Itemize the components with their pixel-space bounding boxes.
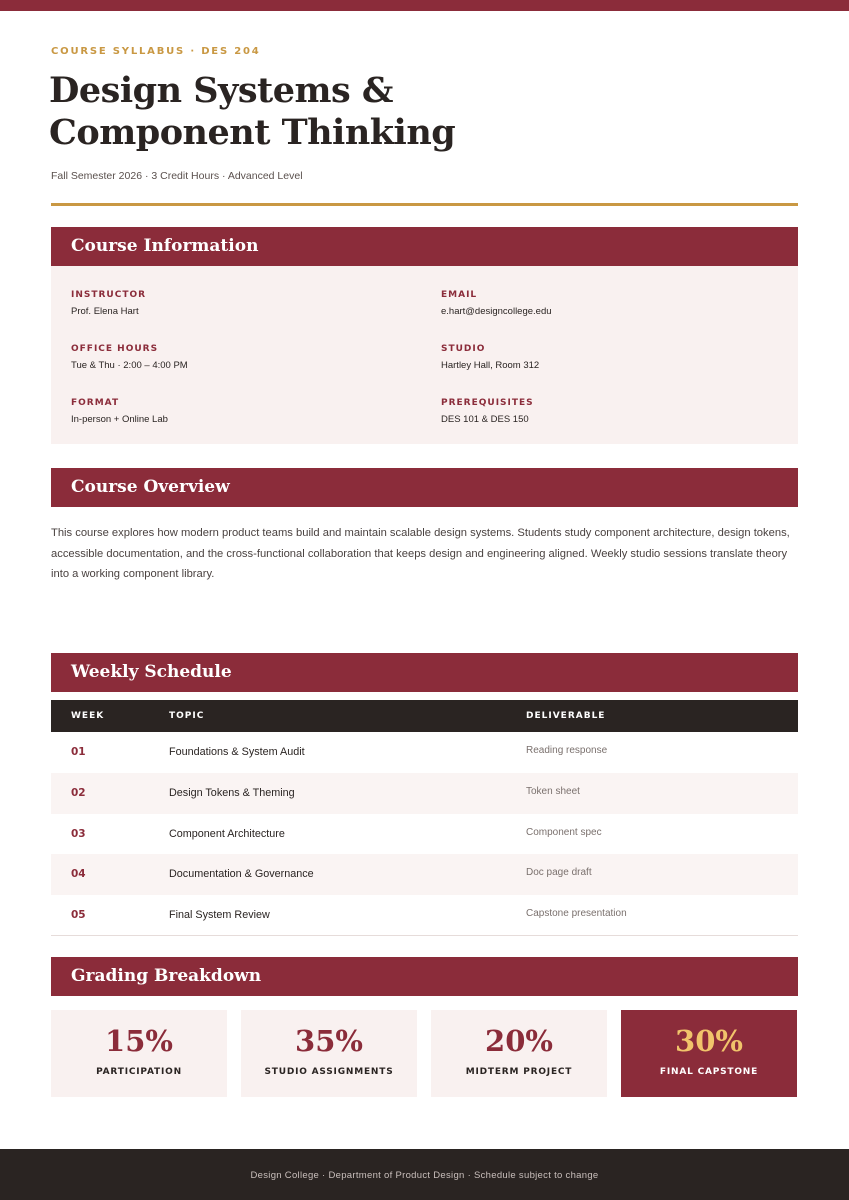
week-number: 04 xyxy=(71,868,86,881)
week-deliverable: Doc page draft xyxy=(526,867,592,879)
table-row xyxy=(51,814,798,855)
page-title: Design Systems & Component Thinking xyxy=(49,70,456,153)
page-footer xyxy=(0,1149,849,1200)
grade-card-participation xyxy=(51,1010,227,1097)
info-value: In-person + Online Lab xyxy=(71,414,168,425)
section-title: Course Overview xyxy=(71,477,230,497)
grade-label: PARTICIPATION xyxy=(96,1067,182,1077)
info-instructor xyxy=(71,290,146,317)
grade-percent: 20% xyxy=(485,1024,553,1058)
top-accent-bar xyxy=(0,0,849,11)
info-email xyxy=(441,290,552,317)
info-label: PREREQUISITES xyxy=(441,398,534,408)
table-row xyxy=(51,854,798,895)
info-label: FORMAT xyxy=(71,398,120,408)
info-value: Tue & Thu · 2:00 – 4:00 PM xyxy=(71,360,188,371)
grade-card-final-capstone xyxy=(621,1010,797,1097)
week-deliverable: Component spec xyxy=(526,826,602,838)
info-label: INSTRUCTOR xyxy=(71,290,147,300)
table-row xyxy=(51,732,798,773)
week-topic: Design Tokens & Theming xyxy=(169,786,295,799)
course-overview-header xyxy=(51,468,798,507)
grade-card-studio-assignments xyxy=(241,1010,417,1097)
section-title: Weekly Schedule xyxy=(71,662,232,682)
info-studio xyxy=(441,344,539,371)
info-value: e.hart@designcollege.edu xyxy=(441,306,552,317)
grade-label: FINAL CAPSTONE xyxy=(659,1067,759,1077)
grade-label: STUDIO ASSIGNMENTS xyxy=(264,1067,394,1077)
table-row xyxy=(51,773,798,814)
week-deliverable: Capstone presentation xyxy=(526,908,627,920)
column-header-topic: TOPIC xyxy=(169,711,205,721)
grade-label: MIDTERM PROJECT xyxy=(465,1067,573,1077)
week-topic: Component Architecture xyxy=(169,827,285,840)
week-number: 01 xyxy=(71,746,86,758)
course-information-panel xyxy=(51,266,798,444)
title-divider xyxy=(51,203,798,206)
week-deliverable: Token sheet xyxy=(526,785,580,797)
week-topic: Final System Review xyxy=(169,909,270,922)
info-label: OFFICE HOURS xyxy=(71,344,159,354)
weekly-schedule-header xyxy=(51,653,798,692)
course-code-eyebrow: COURSE SYLLABUS · DES 204 xyxy=(51,46,261,57)
section-title: Grading Breakdown xyxy=(71,966,262,986)
grade-percent: 15% xyxy=(105,1024,173,1058)
grade-percent: 30% xyxy=(675,1024,743,1058)
info-value: DES 101 & DES 150 xyxy=(441,414,529,425)
info-prerequisites xyxy=(441,398,534,425)
schedule-table xyxy=(51,700,798,936)
info-value: Hartley Hall, Room 312 xyxy=(441,360,540,371)
section-title: Course Information xyxy=(71,236,259,256)
week-topic: Documentation & Governance xyxy=(169,868,314,881)
footer-text: Design College · Department of Product Design · Schedule subject to change xyxy=(250,1170,599,1181)
grading-breakdown-header xyxy=(51,957,798,996)
grade-card-midterm-project xyxy=(431,1010,607,1097)
column-header-deliverable: DELIVERABLE xyxy=(526,711,606,721)
course-overview-text: This course explores how modern product teams build and maintain scalable design systems. Students study component architecture, design tokens, accessible documentation, and the cross-functional collaboration that keeps design and engineering aligned. Weekly studio sessions translate theory into a working component library. xyxy=(51,527,790,580)
week-topic: Foundations & System Audit xyxy=(169,746,305,758)
info-office-hours xyxy=(71,344,188,371)
week-number: 03 xyxy=(71,827,86,840)
course-information-header xyxy=(51,227,798,266)
grade-percent: 35% xyxy=(295,1024,363,1058)
info-value: Prof. Elena Hart xyxy=(71,306,139,317)
week-deliverable: Reading response xyxy=(526,745,608,756)
course-meta-subtitle: Fall Semester 2026 · 3 Credit Hours · Advanced Level xyxy=(51,170,303,182)
column-header-week: WEEK xyxy=(71,711,105,721)
table-row xyxy=(51,895,798,936)
week-number: 05 xyxy=(71,909,86,922)
info-label: STUDIO xyxy=(441,344,486,354)
week-number: 02 xyxy=(71,786,86,799)
info-format xyxy=(71,398,168,425)
table-header-row xyxy=(51,700,798,732)
info-label: EMAIL xyxy=(441,290,478,300)
